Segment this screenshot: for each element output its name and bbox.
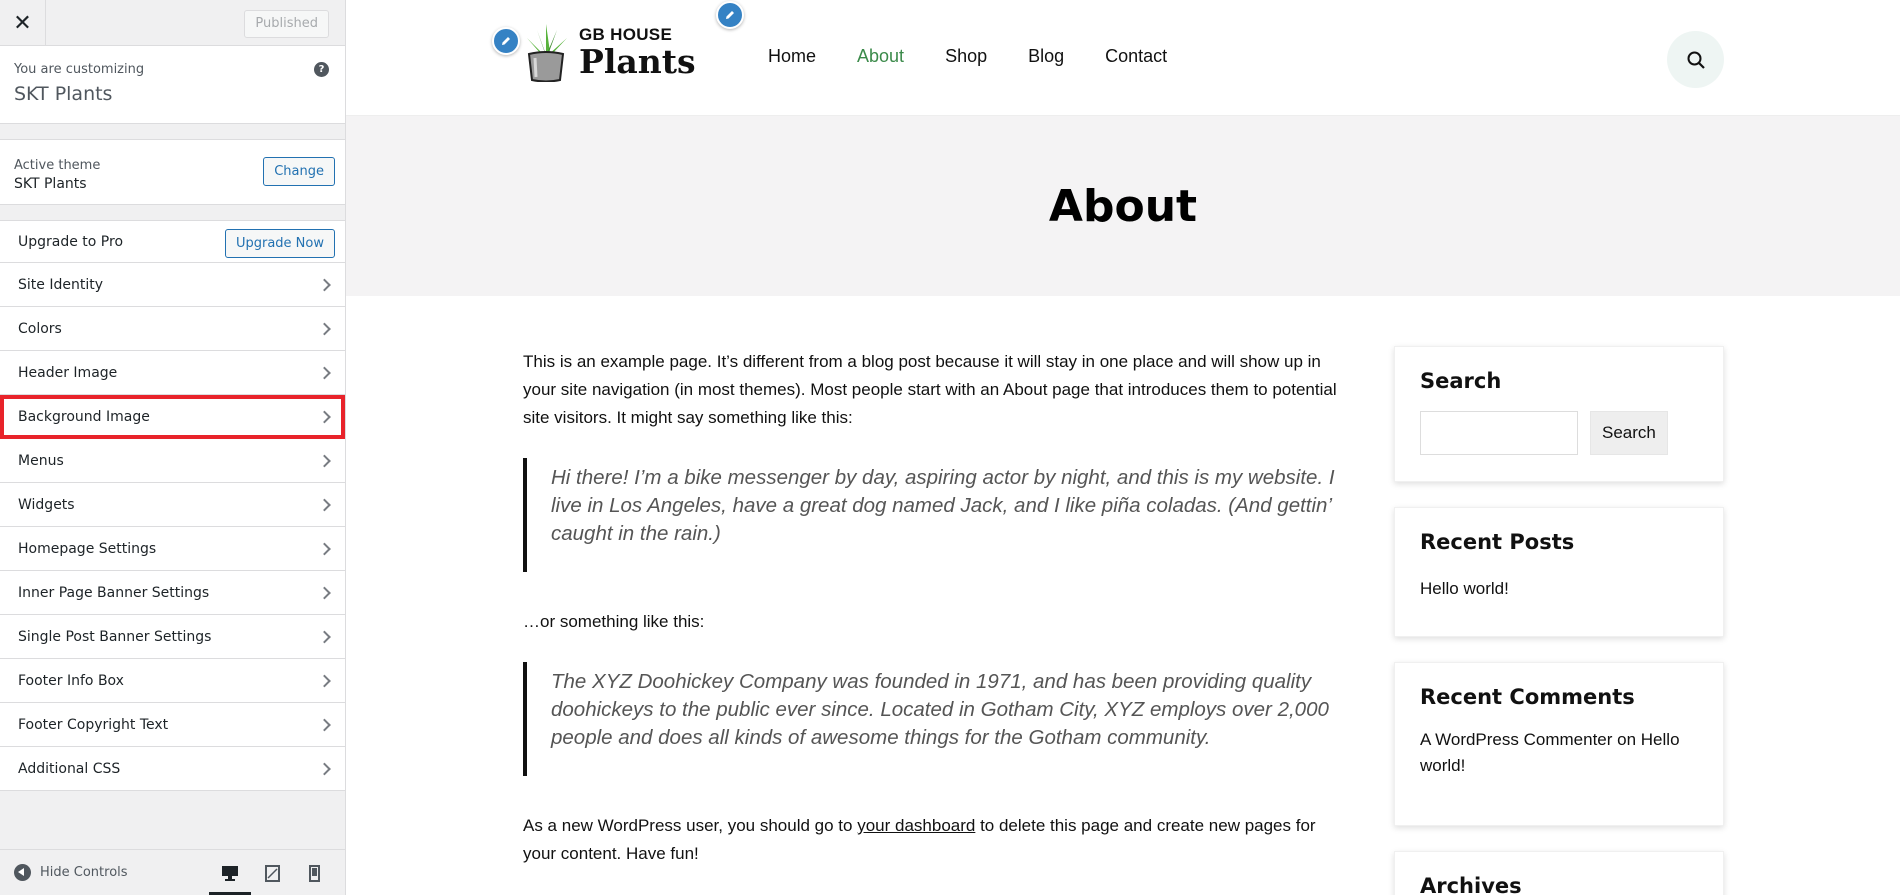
chevron-right-icon [318, 322, 331, 335]
content-paragraph-2: …or something like this: [523, 612, 705, 631]
sidebar-widgets [1394, 346, 1724, 895]
widget-title: Archives [1420, 874, 1522, 895]
chevron-right-icon [318, 630, 331, 643]
search-widget [1394, 346, 1724, 482]
site-title: SKT Plants [14, 83, 113, 105]
section-homepage-settings[interactable] [0, 527, 345, 571]
search-button[interactable]: Search [1590, 411, 1668, 455]
section-colors[interactable] [0, 307, 345, 351]
chevron-right-icon [318, 718, 331, 731]
site-logo[interactable] [523, 22, 696, 82]
nav-contact[interactable]: Contact [1105, 46, 1168, 66]
section-label: Inner Page Banner Settings [18, 584, 210, 601]
chevron-right-icon [318, 674, 331, 687]
nav-shop[interactable]: Shop [945, 46, 988, 66]
search-icon[interactable] [1667, 31, 1724, 88]
edit-menu-pencil-icon[interactable] [716, 1, 744, 29]
customizer-info [0, 46, 345, 124]
section-footer-copyright[interactable] [0, 703, 345, 747]
chevron-right-icon [318, 410, 331, 423]
section-single-post-banner[interactable] [0, 615, 345, 659]
device-preview-switcher [209, 850, 335, 895]
change-theme-button[interactable]: Change [263, 157, 335, 186]
hide-controls-label: Hide Controls [40, 865, 128, 880]
plant-logo-icon [523, 22, 569, 82]
blockquote-2: The XYZ Doohickey Company was founded in 1971, and has been providing quality doohickeys to the public ever since. Located in Gotham City, XYZ employs over 2,000 people and does all kinds of awesome things for the Gotham community. [523, 662, 1353, 776]
section-background-image[interactable] [0, 395, 345, 439]
logo-line-1: GB HOUSE [579, 25, 673, 44]
chevron-right-icon [318, 366, 331, 379]
collapse-arrow-icon [14, 864, 31, 881]
customizer-sidebar [0, 0, 346, 895]
section-label: Header Image [18, 364, 118, 381]
recent-comments-widget [1394, 662, 1724, 826]
active-theme-name: SKT Plants [14, 176, 87, 192]
customizer-sections [0, 220, 345, 791]
hide-controls-button[interactable] [0, 864, 128, 881]
active-theme-label: Active theme [14, 158, 101, 173]
recent-posts-widget [1394, 507, 1724, 637]
chevron-right-icon [318, 498, 331, 511]
comment-author-link[interactable]: A WordPress Commenter [1420, 730, 1613, 749]
page-banner [346, 116, 1900, 296]
widget-title: Recent Comments [1420, 685, 1635, 709]
section-footer-info-box[interactable] [0, 659, 345, 703]
chevron-right-icon [318, 454, 331, 467]
desktop-preview-icon[interactable] [209, 850, 251, 895]
section-inner-page-banner[interactable] [0, 571, 345, 615]
section-label: Footer Info Box [18, 672, 124, 689]
section-site-identity[interactable] [0, 263, 345, 307]
customizer-header [0, 0, 345, 46]
published-button[interactable]: Published [244, 10, 329, 38]
section-label: Menus [18, 452, 64, 469]
customizer-footer [0, 849, 345, 895]
mobile-preview-icon[interactable] [293, 850, 335, 895]
archives-widget [1394, 851, 1724, 895]
site-header [346, 0, 1900, 116]
chevron-right-icon [318, 542, 331, 555]
dashboard-link[interactable]: your dashboard [857, 816, 976, 835]
chevron-right-icon [318, 278, 331, 291]
active-theme-panel [0, 139, 345, 205]
recent-post-link[interactable]: Hello world! [1420, 579, 1509, 598]
section-header-image[interactable] [0, 351, 345, 395]
blockquote-1: Hi there! I’m a bike messenger by day, aspiring actor by night, and this is my website. I live in Los Angeles, have a great dog named Jack, and I like piña coladas. (And gettin’ caught in the rain.) [523, 458, 1353, 572]
customizing-label: You are customizing [14, 62, 145, 77]
section-menus[interactable] [0, 439, 345, 483]
section-label: Widgets [18, 496, 75, 513]
section-additional-css[interactable] [0, 747, 345, 791]
content-paragraph-3 [523, 812, 1353, 868]
search-input[interactable] [1420, 411, 1578, 455]
help-icon[interactable]: ? [314, 62, 329, 77]
nav-blog[interactable]: Blog [1028, 46, 1065, 66]
section-label: Footer Copyright Text [18, 716, 169, 733]
upgrade-to-pro-item [0, 221, 345, 263]
section-label: Homepage Settings [18, 540, 157, 557]
widget-title: Search [1420, 369, 1502, 393]
paragraph-text: As a new WordPress user, you should go to [523, 816, 858, 835]
chevron-right-icon [318, 586, 331, 599]
site-preview [346, 0, 1900, 895]
section-label: Colors [18, 320, 62, 337]
section-label: Background Image [18, 408, 150, 425]
close-icon[interactable]: ✕ [0, 0, 46, 46]
widget-title: Recent Posts [1420, 530, 1575, 554]
recent-comment [1420, 727, 1698, 779]
edit-logo-pencil-icon[interactable] [492, 27, 520, 55]
logo-line-2: Plants [579, 42, 696, 81]
section-label: Additional CSS [18, 760, 121, 777]
upgrade-now-button[interactable]: Upgrade Now [225, 229, 335, 258]
section-widgets[interactable] [0, 483, 345, 527]
section-label: Site Identity [18, 276, 103, 293]
comment-post-link[interactable]: Hello world! [1420, 730, 1680, 775]
content-paragraph-1: This is an example page. It’s different from a blog post because it will stay in one place and will show up in your site navigation (in most themes). Most people start with an About page that introduces them to potential site visitors. It might say something like this: [523, 352, 1337, 427]
primary-nav [768, 46, 1208, 67]
chevron-right-icon [318, 762, 331, 775]
nav-home[interactable]: Home [768, 46, 817, 66]
nav-about[interactable]: About [857, 46, 905, 66]
tablet-preview-icon[interactable] [251, 850, 293, 895]
paragraph-text: to delete this page and create new pages for your content. Have fun! [523, 816, 1316, 863]
section-label: Single Post Banner Settings [18, 628, 212, 645]
page-content [523, 348, 1353, 868]
page-title: About [1048, 180, 1198, 232]
upgrade-label: Upgrade to Pro [18, 233, 124, 250]
comment-on-text: on [1612, 730, 1641, 749]
